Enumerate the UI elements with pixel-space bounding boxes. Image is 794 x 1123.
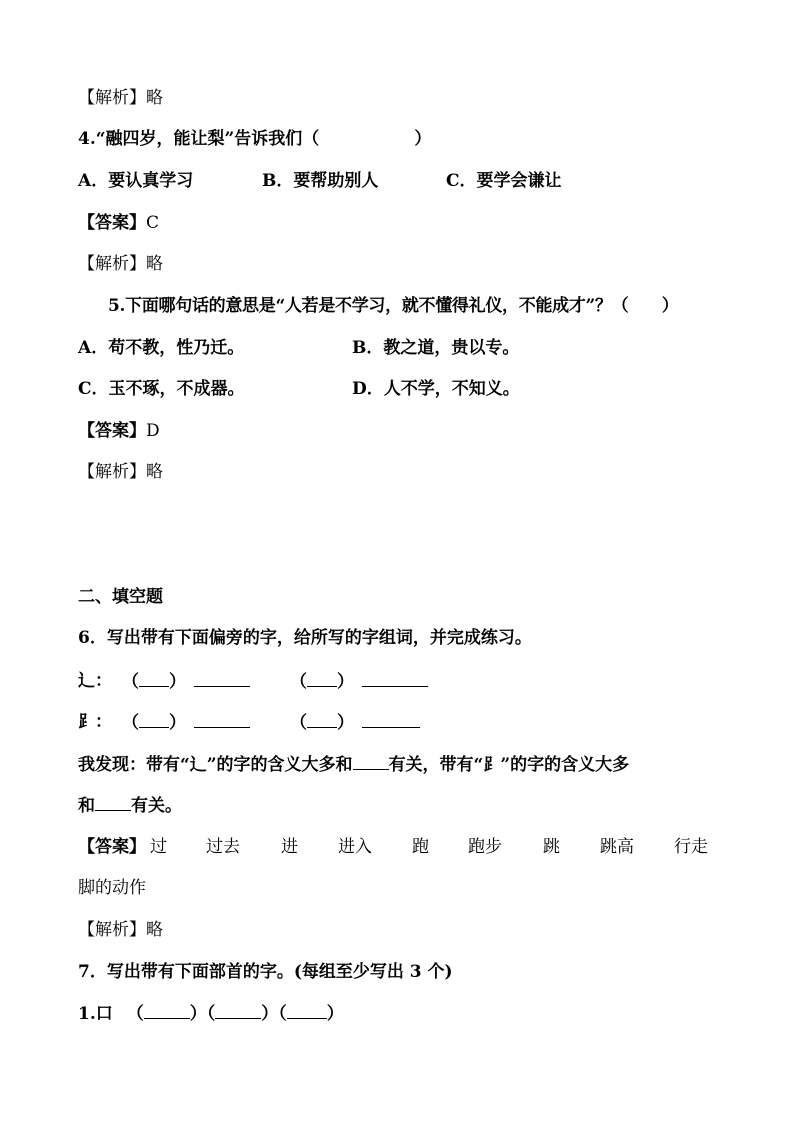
q4-option-a: A．要认真学习 <box>78 171 194 191</box>
q4-analysis <box>78 253 163 275</box>
blank-group: （ ） <box>122 670 250 693</box>
analysis-text: 略 <box>146 462 163 482</box>
answer-word: 过去 <box>206 837 240 857</box>
analysis-text: 略 <box>146 88 163 108</box>
analysis-label: 【解析】 <box>78 462 146 482</box>
answer-word: 过 <box>150 837 167 857</box>
q4-answer <box>78 212 159 234</box>
q4-option-b: B．要帮助别人 <box>262 171 379 191</box>
q5-option-a: A．苟不教，性乃迁。 <box>78 338 245 358</box>
q5-option-c: C．玉不琢，不成器。 <box>78 379 245 399</box>
radical-label-zu: ⻊： <box>78 712 112 732</box>
answer-value: D <box>146 421 160 441</box>
answer-label: 【答案】 <box>78 421 146 441</box>
blank-group: （ ） <box>290 711 420 734</box>
q6-stem: 6．写出带有下面偏旁的字，给所写的字组词，并完成练习。 <box>78 628 532 648</box>
answer-word: 行走 <box>674 837 708 857</box>
fill-blank[interactable] <box>144 1002 190 1019</box>
q5-answer <box>78 420 160 442</box>
discover-text: 有关。 <box>131 796 182 816</box>
fill-blank[interactable] <box>194 670 250 687</box>
answer-value: C <box>146 213 160 233</box>
fill-blank[interactable] <box>362 711 420 728</box>
discover-text: 有关，带有“⻊”的字的含义大多 <box>388 755 630 775</box>
q6-discover-line-2 <box>78 794 182 817</box>
fill-blank[interactable] <box>139 711 169 728</box>
analysis-text: 略 <box>146 920 163 940</box>
analysis-label: 【解析】 <box>78 254 146 274</box>
blank-group: （ ） <box>290 670 428 693</box>
analysis-label: 【解析】 <box>78 88 146 108</box>
answer-word: 跑步 <box>468 837 502 857</box>
fill-blank[interactable] <box>139 670 169 687</box>
q6-radical-row-2 <box>0 711 794 733</box>
blank-group: （ ） <box>122 711 250 734</box>
fill-blank[interactable] <box>287 1002 327 1019</box>
q7-item-1: 1.口 （ ）（ ）（ ） <box>78 1004 344 1024</box>
q5-options-row2 <box>0 378 794 400</box>
q5-option-d: D．人不学，不知义。 <box>352 379 520 399</box>
q4-options <box>0 170 794 192</box>
q6-analysis <box>78 919 163 941</box>
q5-stem: 5.下面哪句话的意思是“人若是不学习，就不懂得礼仪，不能成才”？（ ） <box>108 296 679 316</box>
fill-blank[interactable] <box>215 1002 261 1019</box>
analysis-text: 略 <box>146 254 163 274</box>
answer-label: 【答案】 <box>78 213 146 233</box>
q3-analysis <box>78 87 163 109</box>
analysis-label: 【解析】 <box>78 920 146 940</box>
radical-label-chuo: 辶： <box>78 671 112 691</box>
q5-analysis <box>78 461 163 483</box>
q5-options-row1 <box>0 337 794 359</box>
fill-blank[interactable] <box>362 670 428 687</box>
q6-discover-line-1 <box>78 753 629 776</box>
q4-option-c: C．要学会谦让 <box>446 171 562 191</box>
fill-blank[interactable] <box>194 711 250 728</box>
q6-answer-line-2: 脚的动作 <box>78 878 146 898</box>
q7-stem: 7．写出带有下面部首的字。(每组至少写出 3 个) <box>78 962 453 982</box>
radical-label-kou: 1.口 <box>78 1004 113 1024</box>
q6-radical-row-1 <box>0 670 794 692</box>
discover-text: 我发现：带有“辶”的字的含义大多和 <box>78 755 353 775</box>
answer-word: 跳 <box>543 837 560 857</box>
fill-blank[interactable] <box>95 794 131 811</box>
fill-blank[interactable] <box>307 670 337 687</box>
fill-blank[interactable] <box>307 711 337 728</box>
answer-label: 【答案】 <box>78 837 146 857</box>
fill-blank[interactable] <box>353 753 389 770</box>
answer-word: 进 <box>281 837 298 857</box>
section-title: 二、填空题 <box>78 587 163 607</box>
q4-stem <box>78 128 431 150</box>
answer-word: 跳高 <box>600 837 634 857</box>
q4-stem-text: 4.“融四岁，能让梨”告诉我们（ <box>78 129 320 149</box>
q5-option-b: B．教之道，贵以专。 <box>352 338 520 358</box>
answer-word: 进入 <box>338 837 372 857</box>
q6-answer <box>0 836 794 858</box>
q4-close-paren: ） <box>414 129 432 149</box>
discover-text: 和 <box>78 796 95 816</box>
answer-word: 跑 <box>412 837 429 857</box>
